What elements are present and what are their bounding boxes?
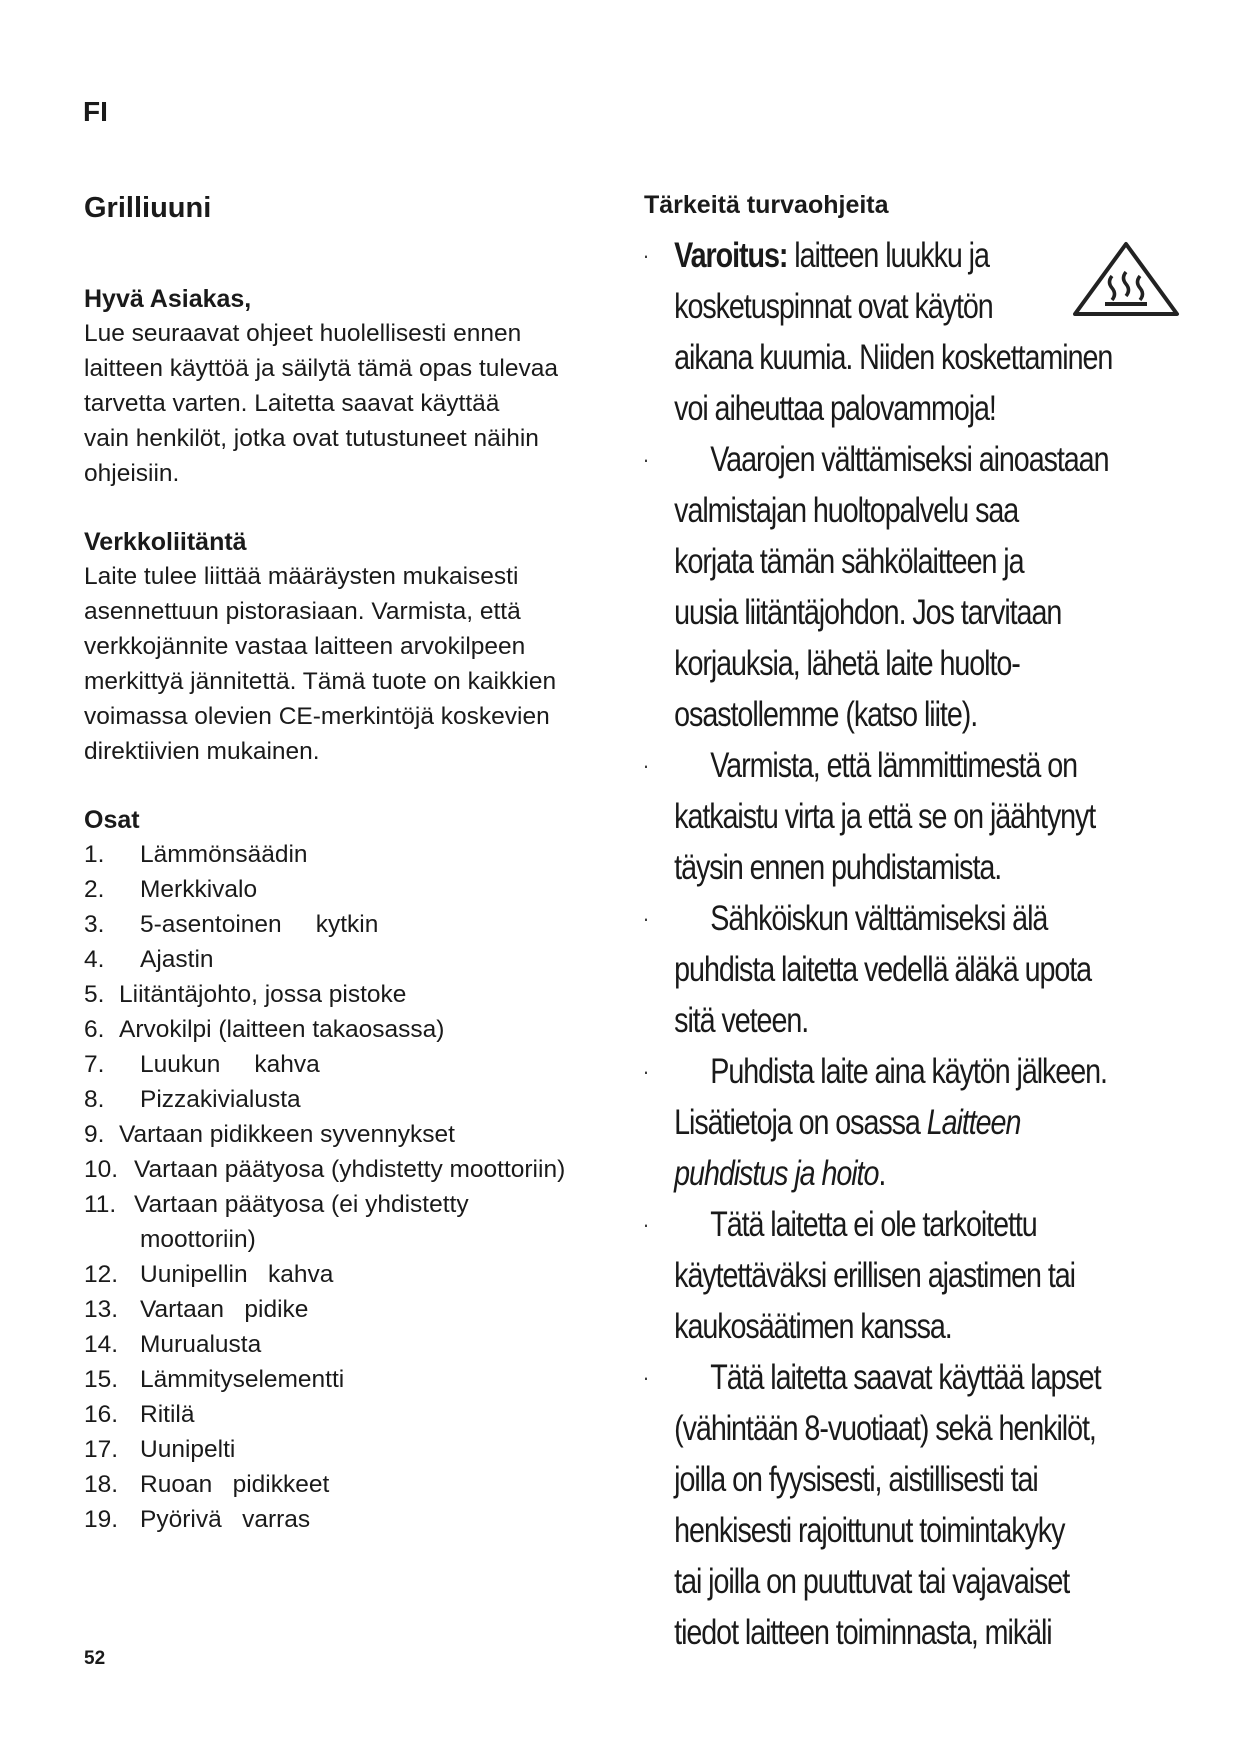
safety-line: Tätä laitetta ei ole tarkoitettu bbox=[710, 1205, 1037, 1244]
safety-line: osastollemme (katso liite). bbox=[674, 695, 978, 734]
list-item bbox=[84, 1152, 614, 1187]
item-label: Arvokilpi (laitteen takaosassa) bbox=[119, 1016, 445, 1043]
safety-line: sitä veteen. bbox=[674, 1001, 809, 1040]
list-item bbox=[84, 1362, 614, 1397]
item-label: 5-asentoinen kytkin bbox=[140, 911, 379, 938]
network-line: asennettuun pistorasiaan. Varmista, että bbox=[84, 598, 521, 625]
list-item bbox=[84, 1047, 614, 1082]
safety-line: Varmista, että lämmittimestä on bbox=[710, 746, 1077, 785]
list-item bbox=[84, 977, 614, 1012]
item-label: Vartaan pidikkeen syvennykset bbox=[119, 1121, 455, 1148]
warning-line: voi aiheuttaa palovammoja! bbox=[674, 389, 996, 428]
item-label: Vartaan pidike bbox=[140, 1296, 309, 1323]
safety-line: puhdista laitetta vedellä äläkä upota bbox=[674, 950, 1092, 989]
item-label: Ruoan pidikkeet bbox=[140, 1471, 330, 1498]
network-text bbox=[84, 559, 614, 769]
safety-item bbox=[643, 434, 1160, 740]
parts-section bbox=[84, 803, 614, 1537]
safety-heading: Tärkeitä turvaohjeita bbox=[644, 191, 889, 219]
safety-line: valmistajan huoltopalvelu saa bbox=[674, 491, 1019, 530]
safety-item bbox=[643, 1352, 1160, 1658]
list-item bbox=[84, 1222, 614, 1257]
item-label: Pizzakivialusta bbox=[140, 1086, 301, 1113]
cleaning-ref: Laitteen bbox=[926, 1103, 1021, 1142]
network-line: direktiivien mukainen. bbox=[84, 738, 320, 765]
list-item bbox=[84, 942, 614, 977]
safety-line: tiedot laitteen toiminnasta, mikäli bbox=[674, 1613, 1052, 1652]
list-item bbox=[84, 1257, 614, 1292]
network-line: verkkojännite vastaa laitteen arvokilpeen bbox=[84, 633, 526, 660]
parts-list bbox=[84, 837, 614, 1537]
bullet: · bbox=[643, 753, 650, 778]
item-number: 14. bbox=[84, 1331, 119, 1358]
list-item bbox=[84, 1467, 614, 1502]
intro-heading: Hyvä Asiakas, bbox=[84, 285, 252, 313]
network-line: Laite tulee liittää määräysten mukaisesti bbox=[84, 563, 519, 590]
item-number: 9. bbox=[84, 1121, 105, 1148]
item-number: 4. bbox=[84, 946, 105, 973]
list-item bbox=[84, 1012, 614, 1047]
network-line: merkittyä jännitettä. Tämä tuote on kaikkien bbox=[84, 668, 557, 695]
list-item bbox=[84, 1502, 614, 1537]
bullet: · bbox=[643, 447, 650, 472]
list-item bbox=[84, 1082, 614, 1117]
item-number: 19. bbox=[84, 1506, 119, 1533]
intro-section bbox=[84, 282, 614, 491]
item-number: 13. bbox=[84, 1296, 119, 1323]
safety-line: Puhdista laite aina käytön jälkeen. bbox=[710, 1052, 1107, 1091]
safety-line: katkaistu virta ja että se on jäähtynyt bbox=[674, 797, 1096, 836]
left-column bbox=[84, 190, 614, 1537]
bullet: · bbox=[643, 1212, 650, 1237]
item-label: Ajastin bbox=[140, 946, 214, 973]
network-line: voimassa olevien CE-merkintöjä koskevien bbox=[84, 703, 550, 730]
safety-line: kaukosäätimen kanssa. bbox=[674, 1307, 952, 1346]
safety-line: Lisätietoja on osassa bbox=[674, 1103, 927, 1142]
item-label: Murualusta bbox=[140, 1331, 262, 1358]
intro-line: tarvetta varten. Laitetta saavat käyttää bbox=[84, 390, 500, 417]
item-number: 18. bbox=[84, 1471, 119, 1498]
intro-line: ohjeisiin. bbox=[84, 460, 180, 487]
item-label: Luukun kahva bbox=[140, 1051, 320, 1078]
safety-line: joilla on fyysisesti, aistillisesti tai bbox=[674, 1460, 1038, 1499]
item-number: 7. bbox=[84, 1051, 105, 1078]
warning-line: kosketuspinnat ovat käytön bbox=[674, 287, 993, 326]
item-label: Lämmönsäädin bbox=[140, 841, 308, 868]
item-number: 10. bbox=[84, 1156, 119, 1183]
bullet: · bbox=[643, 1365, 650, 1390]
document-title: Grilliuuni bbox=[84, 192, 212, 224]
intro-text bbox=[84, 316, 614, 491]
item-label: Vartaan päätyosa (yhdistetty moottoriin) bbox=[134, 1156, 566, 1183]
cleaning-ref: puhdistus ja hoito bbox=[674, 1154, 879, 1193]
list-item bbox=[84, 1117, 614, 1152]
item-number: 6. bbox=[84, 1016, 105, 1043]
safety-line: uusia liitäntäjohdon. Jos tarvitaan bbox=[674, 593, 1062, 632]
item-number: 3. bbox=[84, 911, 105, 938]
intro-line: vain henkilöt, jotka ovat tutustuneet näihin bbox=[84, 425, 539, 452]
list-item bbox=[84, 1292, 614, 1327]
item-label: Merkkivalo bbox=[140, 876, 258, 903]
item-label: Lämmityselementti bbox=[140, 1366, 345, 1393]
list-item bbox=[84, 1432, 614, 1467]
network-heading: Verkkoliitäntä bbox=[84, 528, 247, 556]
safety-item-warning bbox=[643, 230, 1160, 434]
item-number: 16. bbox=[84, 1401, 119, 1428]
item-label: Vartaan päätyosa (ei yhdistetty bbox=[134, 1191, 469, 1218]
item-number: 11. bbox=[84, 1191, 117, 1218]
safety-item bbox=[643, 1199, 1160, 1352]
item-label: moottoriin) bbox=[140, 1226, 256, 1253]
item-label: Uunipellin kahva bbox=[140, 1261, 334, 1288]
safety-line: Vaarojen välttämiseksi ainoastaan bbox=[710, 440, 1109, 479]
intro-line: Lue seuraavat ohjeet huolellisesti ennen bbox=[84, 320, 522, 347]
item-number: 1. bbox=[84, 841, 105, 868]
item-label: Ritilä bbox=[140, 1401, 195, 1428]
network-section bbox=[84, 525, 614, 769]
list-item bbox=[84, 1397, 614, 1432]
list-item bbox=[84, 837, 614, 872]
item-number: 2. bbox=[84, 876, 105, 903]
right-column bbox=[643, 188, 1163, 1658]
safety-item-cleaning bbox=[643, 1046, 1160, 1199]
bullet: · bbox=[643, 1059, 650, 1084]
item-number: 5. bbox=[84, 981, 105, 1008]
list-item bbox=[84, 872, 614, 907]
safety-item bbox=[643, 893, 1160, 1046]
warning-label: Varoitus: bbox=[674, 236, 788, 275]
item-number: 12. bbox=[84, 1261, 119, 1288]
item-label: Liitäntäjohto, jossa pistoke bbox=[119, 981, 407, 1008]
list-item bbox=[84, 907, 614, 942]
safety-line: henkisesti rajoittunut toimintakyky bbox=[674, 1511, 1065, 1550]
safety-line: tai joilla on puuttuvat tai vajavaiset bbox=[674, 1562, 1070, 1601]
item-label: Uunipelti bbox=[140, 1436, 236, 1463]
item-number: 8. bbox=[84, 1086, 105, 1113]
safety-line: . bbox=[878, 1154, 886, 1193]
list-item bbox=[84, 1187, 614, 1222]
item-number bbox=[84, 1222, 140, 1257]
bullet: · bbox=[643, 243, 650, 268]
safety-line: täysin ennen puhdistamista. bbox=[674, 848, 1002, 887]
list-item bbox=[84, 1327, 614, 1362]
bullet: · bbox=[643, 906, 650, 931]
language-code: FI bbox=[83, 96, 108, 127]
safety-list bbox=[643, 230, 1160, 1658]
warning-text: laitteen luukku ja bbox=[787, 236, 989, 275]
safety-line: korjauksia, lähetä laite huolto- bbox=[674, 644, 1020, 683]
intro-line: laitteen käyttöä ja säilytä tämä opas tulevaa bbox=[84, 355, 558, 382]
safety-line: Tätä laitetta saavat käyttää lapset bbox=[710, 1358, 1101, 1397]
safety-line: Sähköiskun välttämiseksi älä bbox=[710, 899, 1048, 938]
safety-line: korjata tämän sähkölaitteen ja bbox=[674, 542, 1024, 581]
parts-heading: Osat bbox=[84, 806, 140, 834]
item-number: 17. bbox=[84, 1436, 119, 1463]
safety-line: käytettäväksi erillisen ajastimen tai bbox=[674, 1256, 1075, 1295]
safety-line: (vähintään 8-vuotiaat) sekä henkilöt, bbox=[674, 1409, 1096, 1448]
item-number: 15. bbox=[84, 1366, 119, 1393]
safety-item bbox=[643, 740, 1160, 893]
page-number: 52 bbox=[84, 1648, 106, 1669]
warning-line: aikana kuumia. Niiden koskettaminen bbox=[674, 338, 1113, 377]
item-label: Pyörivä varras bbox=[140, 1506, 311, 1533]
